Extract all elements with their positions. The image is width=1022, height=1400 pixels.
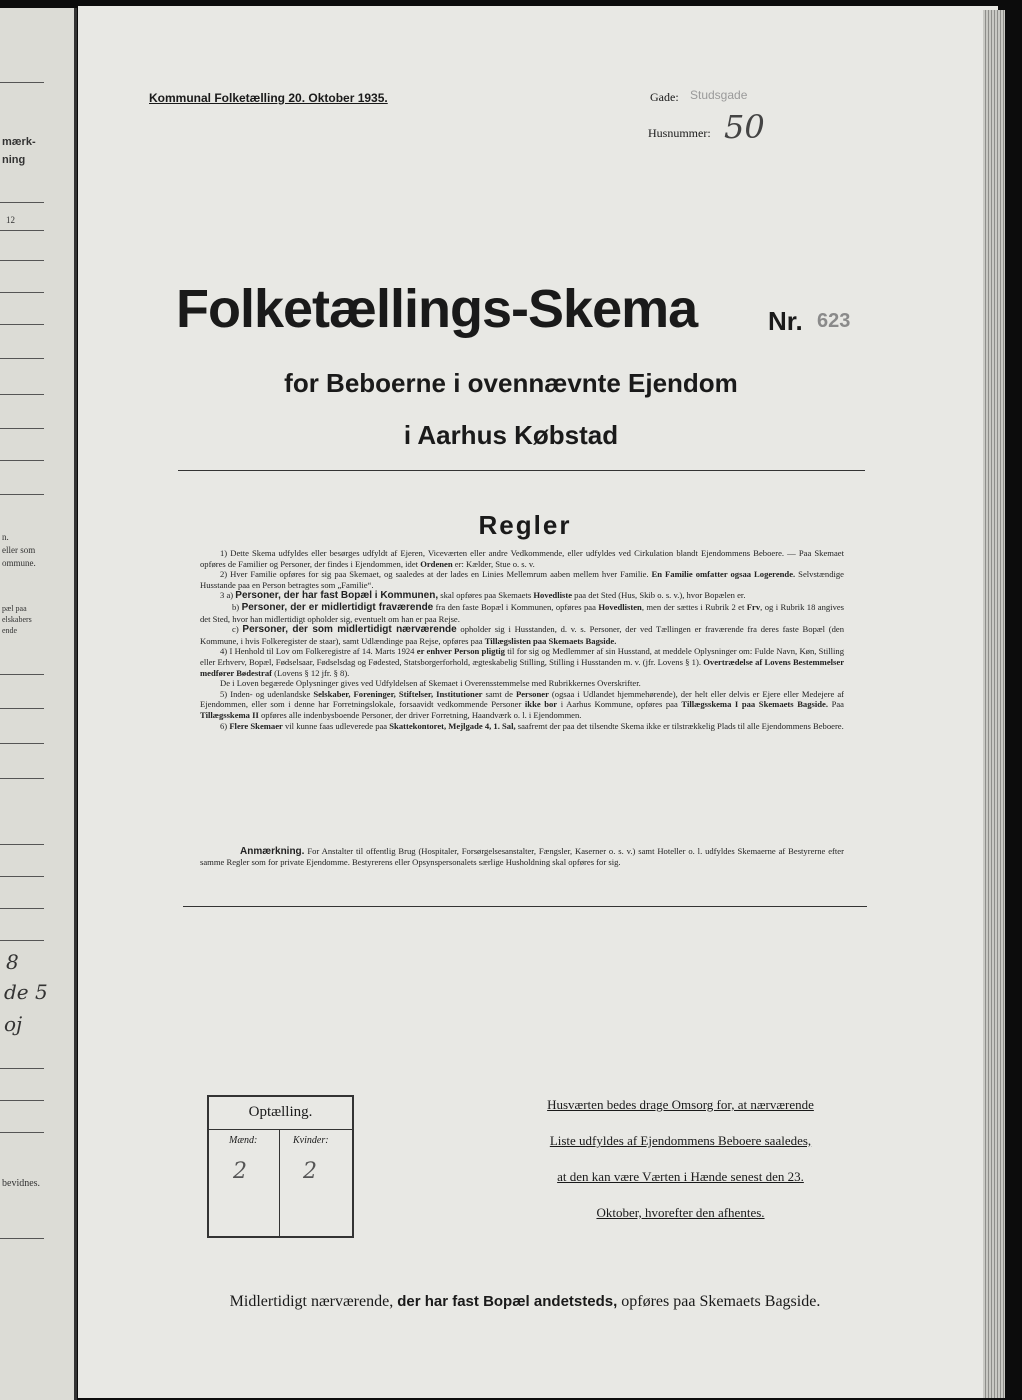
rule-line bbox=[0, 292, 44, 293]
handwriting: de 5 bbox=[4, 980, 48, 1004]
count-heading: Optælling. bbox=[209, 1097, 352, 1130]
annotation-block bbox=[200, 846, 844, 868]
notice-line bbox=[516, 1205, 845, 1221]
rule-line bbox=[0, 324, 44, 325]
rule-text: 1) Dette Skema udfyldes eller besørges udfyldt af Ejeren, Viceværten eller andre Vedkommende, eller udfyldes ved Cirkulation blandt Ejendommens Beboere. — Paa Skemaet opføres de Familier og Personer, der findes i Ejendommen, idet bbox=[200, 548, 844, 569]
rule-line bbox=[0, 708, 44, 709]
fragment-text: ende bbox=[2, 626, 18, 635]
rule-line bbox=[0, 940, 44, 941]
notice-text: Husværten bedes drage Omsorg for, at nærværende bbox=[547, 1097, 814, 1112]
notice-text: Liste udfyldes af Ejendommens Beboere saaledes, bbox=[549, 1133, 812, 1148]
street-value: Studsgade bbox=[690, 88, 748, 102]
rule-bold-text: Tillægsskema II bbox=[200, 709, 259, 720]
form-location: i Aarhus Købstad bbox=[403, 420, 619, 450]
rule-line bbox=[0, 460, 44, 461]
rule-text: b) bbox=[232, 601, 242, 612]
rule-text: 5) Inden- og udenlandske bbox=[220, 688, 314, 699]
rule-text: Selvstændige Husstande paa en Person betragtes som „Familie“. bbox=[200, 569, 844, 590]
rule-paragraph bbox=[200, 721, 844, 732]
rule-text: i Aarhus Kommune, opføres paa bbox=[557, 699, 682, 710]
rule-line bbox=[0, 844, 44, 845]
adjacent-page bbox=[0, 8, 77, 1400]
rule-line bbox=[0, 908, 44, 909]
rule-line bbox=[0, 1100, 44, 1101]
rule-line bbox=[0, 1068, 44, 1069]
notice-text: at den kan være Værten i Hænde senest den 23. bbox=[557, 1169, 804, 1184]
women-label: Kvinder: bbox=[293, 1135, 329, 1146]
rule-text: 3 a) bbox=[220, 590, 236, 601]
men-count: 2 bbox=[233, 1159, 247, 1184]
rule-line bbox=[0, 1238, 44, 1239]
rule-text: (ogsaa i Udlandet hjemmehørende), der helt eller delvis er Ejere eller Medejere af Ejendommen, eller som i denne har Forretningslokale, forsaavidt vedkommende Personer bbox=[200, 688, 844, 710]
fragment-text: elskabers bbox=[2, 615, 32, 624]
rule-bold-text: Hovedlisten bbox=[598, 601, 642, 612]
page-edges bbox=[983, 10, 1005, 1398]
rule-bold-text: Overtrædelse af Lovens Bestemmelser medfører Bødestraf bbox=[200, 656, 845, 678]
fragment-text: bevidnes. bbox=[2, 1178, 41, 1189]
footer-text: opføres paa Skemaets Bagside. bbox=[617, 1293, 821, 1310]
rule-text: Paa bbox=[828, 699, 844, 710]
rule-text: saafremt der paa det tilsendte Skema ikke er tilstrækkelig Plads til alle Ejendommens Beboere. bbox=[515, 720, 844, 731]
rule-text: c) bbox=[232, 624, 243, 635]
fragment-text: pæl paa bbox=[2, 604, 27, 613]
rule-text: 6) bbox=[220, 720, 230, 731]
street-label: Gade: bbox=[650, 90, 679, 104]
notice-text: Oktober, hvorefter den afhentes. bbox=[596, 1205, 765, 1220]
rule-text: til for sig og Medlemmer af sin Husstand, at meddele Oplysninger om: Fulde Navn, Køn, Stilling eller Erhverv, Bopæl, Fødselsaar, Fødselsdag og Fødested, Statsborgerforhold, ægteskabelig Stilling, Stilling i Husstanden m. v. (jfr. Lovens § 1). bbox=[200, 646, 844, 667]
men-label: Mænd: bbox=[229, 1135, 258, 1146]
rules-heading: Regler bbox=[478, 510, 572, 540]
rule-bold-text: er enhver Person pligtig bbox=[416, 646, 505, 657]
fragment-text: n. bbox=[2, 532, 9, 542]
rule-heading: Personer, der har fast Bopæl i Kommunen, bbox=[235, 590, 439, 602]
handwriting: oj bbox=[4, 1012, 23, 1036]
census-header: Kommunal Folketælling 20. Oktober 1935. bbox=[149, 91, 388, 105]
footer-bold: der har fast Bopæl andetsteds, bbox=[397, 1293, 618, 1310]
footer-note bbox=[190, 1293, 860, 1311]
divider bbox=[183, 906, 867, 907]
fragment-text: mærk- bbox=[2, 136, 36, 148]
notice-line bbox=[516, 1169, 845, 1185]
rule-line bbox=[0, 494, 44, 495]
rule-text: samt de bbox=[482, 688, 516, 699]
form-title: Folketællings-Skema bbox=[176, 279, 698, 339]
rule-text: skal opføres paa Skemaets bbox=[438, 590, 534, 601]
rule-paragraph bbox=[200, 646, 844, 678]
rule-paragraph bbox=[200, 689, 844, 721]
rule-bold-text: Tillægslisten paa Skemaets Bagside. bbox=[484, 635, 617, 646]
rule-text: , og i Rubrik 18 angives det Sted, hvor han midlertidigt opholder sig, eventuelt om han er paa Rejse. bbox=[200, 601, 845, 624]
rule-text: fra den faste Bopæl i Kommunen, opføres paa bbox=[433, 601, 599, 612]
rule-bold-text: Hovedliste bbox=[533, 590, 573, 601]
rule-line bbox=[0, 743, 44, 744]
rule-text: paa det Sted (Hus, Skib o. s. v.), hvor Bopælen er. bbox=[572, 590, 746, 601]
rule-bold-text: Selskaber, Foreninger, Stiftelser, Institutioner bbox=[313, 688, 483, 699]
rule-paragraph bbox=[200, 624, 844, 646]
rule-paragraph bbox=[200, 569, 844, 590]
rule-line bbox=[0, 82, 44, 83]
footer-text: Midlertidigt nærværende, bbox=[229, 1293, 398, 1310]
annotation-label: Anmærkning. bbox=[240, 846, 305, 857]
house-number-value: 50 bbox=[724, 108, 765, 146]
form-subtitle: for Beboerne i ovennævnte Ejendom bbox=[284, 368, 738, 398]
rule-line bbox=[0, 260, 44, 261]
rule-text: 2) Hver Familie opføres for sig paa Skemaet, og saaledes at der lades en Linies Mellemrum aaben mellem hver Familie. bbox=[220, 569, 652, 580]
rule-line bbox=[0, 202, 44, 203]
rule-bold-text: Frv bbox=[746, 601, 761, 612]
annotation-text: For Anstalter til offentlig Brug (Hospitaler, Forsørgelsesanstalter, Fængsler, Kaserner o. s. v.) samt Hoteller o. l. udfyldes Skemaerne af Bestyrerne efter samme Regler som for private Ejendomme. Bestyrerens eller Opsynspersonalets særlige Husholdning skal opføres for sig. bbox=[200, 846, 844, 867]
rule-heading: Personer, der er midlertidigt fraværende bbox=[241, 601, 434, 613]
notice-line bbox=[516, 1097, 845, 1113]
form-number-label: Nr. bbox=[768, 306, 803, 336]
rule-paragraph bbox=[200, 590, 844, 602]
rule-line bbox=[0, 230, 44, 231]
rule-text: (Lovens § 12 jfr. § 8). bbox=[272, 667, 350, 678]
rule-bold-text: Flere Skemaer bbox=[229, 720, 283, 731]
rule-text: opføres alle indenbysboende Personer, der driver Forretning, Haandværk o. l. i Ejendommen. bbox=[258, 709, 582, 720]
count-divider bbox=[279, 1130, 280, 1236]
rule-paragraph bbox=[200, 548, 844, 569]
rule-bold-text: Ordenen bbox=[420, 558, 453, 569]
fragment-text: 12 bbox=[6, 215, 15, 225]
rule-line bbox=[0, 876, 44, 877]
rule-line bbox=[0, 674, 44, 675]
rule-line bbox=[0, 778, 44, 779]
divider bbox=[178, 470, 865, 471]
rule-text: opholder sig i Husstanden, d. v. s. Personer, der ved Tællingen er fraværende fra deres faste Bopæl (den Kommune, i hvis Folkeregister de staar), samt Udlændinge paa Rejse, opføres paa bbox=[200, 624, 844, 646]
handwriting: 8 bbox=[6, 950, 19, 974]
rule-heading: Personer, der som midlertidigt nærværende bbox=[242, 624, 457, 636]
rule-text: 4) I Henhold til Lov om Folkeregistre af 14. Marts 1924 bbox=[220, 646, 417, 657]
rule-bold-text: Skattekontoret, Mejlgade 4, 1. Sal, bbox=[389, 720, 516, 731]
rule-bold-text: En Familie omfatter ogsaa Logerende. bbox=[651, 569, 796, 580]
rule-bold-text: Tillægsskema I paa Skemaets Bagside. bbox=[681, 699, 828, 710]
notice-line bbox=[516, 1133, 845, 1149]
rule-text: , men der sættes i Rubrik 2 et bbox=[641, 601, 747, 612]
rule-line bbox=[0, 358, 44, 359]
form-number-value: 623 bbox=[817, 310, 851, 332]
rule-text: De i Loven begærede Oplysninger gives ved Udfyldelsen af Skemaet i Overensstemmelse med Rubrikkernes Overskrifter. bbox=[220, 678, 641, 689]
rule-paragraph bbox=[200, 602, 844, 624]
fragment-text: ommune. bbox=[2, 558, 36, 568]
rule-line bbox=[0, 1132, 44, 1133]
fragment-text: eller som bbox=[2, 545, 36, 555]
women-count: 2 bbox=[303, 1159, 317, 1184]
house-number-label: Husnummer: bbox=[648, 126, 711, 140]
count-box bbox=[207, 1095, 354, 1238]
rule-bold-text: ikke bor bbox=[524, 699, 558, 710]
fragment-text: ning bbox=[2, 154, 26, 166]
rule-paragraph bbox=[200, 678, 844, 689]
rules-text bbox=[200, 548, 844, 731]
rule-text: er: Kælder, Stue o. s. v. bbox=[452, 558, 535, 569]
rule-bold-text: Personer bbox=[515, 688, 549, 699]
rule-text: vil kunne faas udleverede paa bbox=[282, 720, 390, 731]
